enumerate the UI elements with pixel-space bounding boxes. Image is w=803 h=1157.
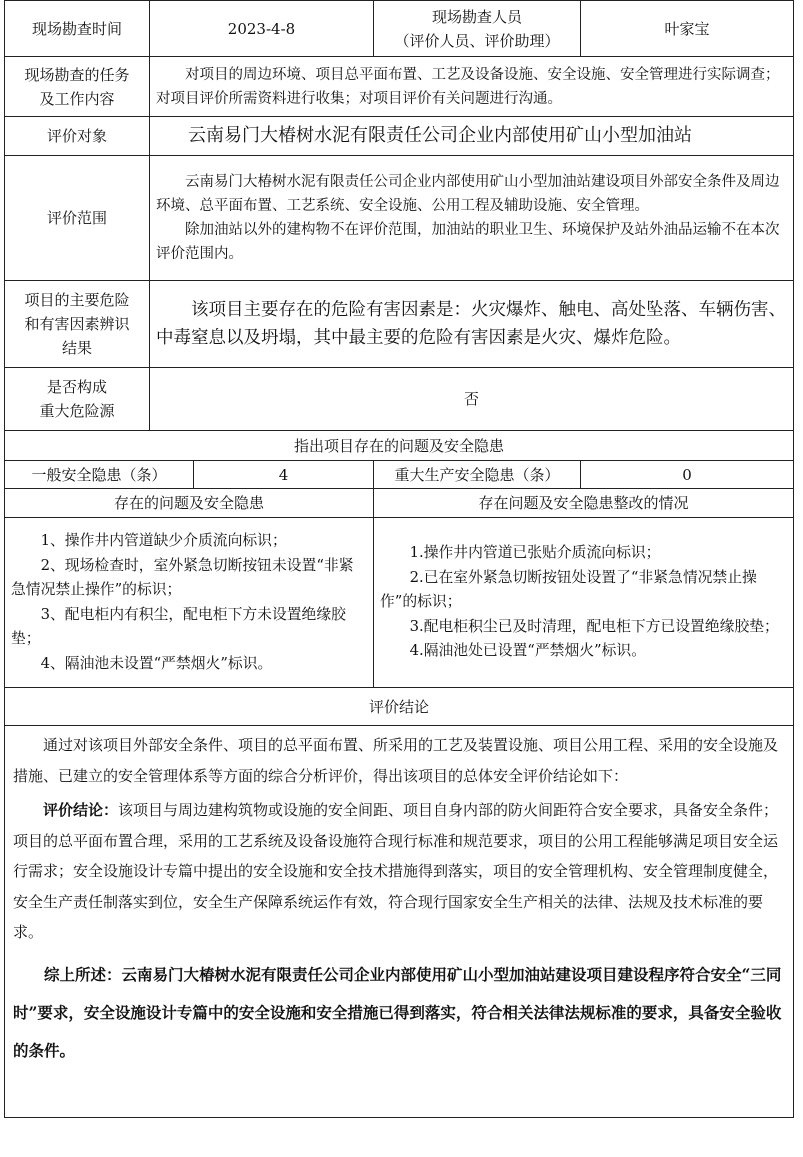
issues-count-row bbox=[5, 461, 794, 489]
rectification-item: 4.隔油池处已设置“严禁烟火”标识。 bbox=[409, 642, 646, 660]
major-hazard-row bbox=[5, 368, 794, 431]
survey-staff-label bbox=[374, 1, 581, 57]
problems-list-body bbox=[11, 529, 367, 676]
scope-paragraph-1: 云南易门大椿树水泥有限责任公司企业内部使用矿山小型加油站建设项目外部安全条件及周边环境、总平面布置、工艺系统、安全设施、公用工程及辅助设施、安全管理。 bbox=[156, 174, 780, 214]
major-hazard-label-line1: 是否构成 bbox=[46, 378, 107, 396]
major-hazard-label-line2: 重大危险源 bbox=[39, 402, 115, 420]
rectification-item: 2.已在室外紧急切断按钮处设置了“非紧急情况禁止操作”的标识； bbox=[380, 568, 757, 611]
conclusion-title-row bbox=[5, 688, 794, 726]
problems-list bbox=[5, 518, 374, 688]
evaluation-form bbox=[4, 0, 793, 1118]
conclusion-content bbox=[5, 726, 794, 1118]
survey-staff-label-line2: （评价人员、评价助理） bbox=[394, 31, 560, 50]
major-hazard-count-label: 重大生产安全隐患（条） bbox=[374, 461, 581, 489]
conclusion-row bbox=[5, 726, 794, 1118]
conclusion-summary: 综上所述：云南易门大椿树水泥有限责任公司企业内部使用矿山小型加油站建设项目建设程序符合安全“三同时”要求，安全设施设计专篇中的安全设施和安全措施已得到落实，符合相关法律法规标准的要求，具备安全验收的条件。 bbox=[13, 964, 782, 1060]
task-label bbox=[5, 57, 150, 117]
major-hazard-value: 否 bbox=[150, 368, 794, 431]
rectification-item: 3.配电柜积尘已及时清理，配电柜下方已设置绝缘胶垫； bbox=[409, 617, 779, 635]
scope-row bbox=[5, 156, 794, 281]
issues-title-row bbox=[5, 431, 794, 461]
problems-column-header: 存在的问题及安全隐患 bbox=[5, 489, 374, 518]
object-label: 评价对象 bbox=[5, 117, 150, 156]
hazards-row bbox=[5, 281, 794, 368]
rectify-column-header: 存在问题及安全隐患整改的情况 bbox=[374, 489, 794, 518]
major-hazard-label bbox=[5, 368, 150, 431]
general-hazard-count: 4 bbox=[194, 461, 374, 489]
problem-item: 4、隔油池未设置“严禁烟火”标识。 bbox=[40, 654, 273, 672]
rectifications-list-body bbox=[380, 541, 787, 664]
problem-item: 1、操作井内管道缺少介质流向标识； bbox=[40, 532, 287, 549]
evaluation-table bbox=[4, 0, 794, 1118]
survey-time-value: 2023-4-8 bbox=[150, 1, 374, 57]
problem-item: 3、配电柜内有积尘，配电柜下方未设置绝缘胶垫； bbox=[11, 605, 346, 647]
scope-label: 评价范围 bbox=[5, 156, 150, 281]
hazards-label-line3: 结果 bbox=[61, 339, 92, 357]
survey-staff-label-line1: 现场勘查人员 bbox=[431, 7, 522, 26]
conclusion-body: 该项目与周边建构筑物或设施的安全间距、项目自身内部的防火间距符合安全要求，具备安全条件；项目的总平面布置合理，采用的工艺系统及设备设施符合现行标准和规范要求，项目的公用工程能够满足项目安全运行需求；安全设施设计专篇中提出的安全设施和安全技术措施得到落实，项目的安全管理机构、安全管理制度健全，安全生产责任制落实到位，安全生产保障系统运作有效，符合现行国家安全生产相关的法律、法规及技术标准的要求。 bbox=[13, 801, 779, 941]
object-row bbox=[5, 117, 794, 156]
scope-paragraph-2: 除加油站以外的建构物不在评价范围，加油站的职业卫生、环境保护及站外油品运输不在本次评价范围内。 bbox=[156, 222, 780, 262]
issues-section-title: 指出项目存在的问题及安全隐患 bbox=[5, 431, 794, 461]
scope-content bbox=[150, 156, 794, 281]
survey-staff-value: 叶家宝 bbox=[581, 1, 794, 57]
hazards-content: 该项目主要存在的危险有害因素是：火灾爆炸、触电、高处坠落、车辆伤害、中毒窒息以及坍塌，其中最主要的危险有害因素是火灾、爆炸危险。 bbox=[150, 281, 794, 368]
problem-item: 2、现场检查时，室外紧急切断按钮未设置“非紧急情况禁止操作”的标识； bbox=[11, 556, 354, 598]
hazards-label bbox=[5, 281, 150, 368]
task-label-line2: 及工作内容 bbox=[39, 89, 115, 108]
hazards-label-line1: 项目的主要危险 bbox=[24, 291, 130, 309]
issues-header-row bbox=[5, 489, 794, 518]
survey-row bbox=[5, 1, 794, 57]
conclusion-lead: 评价结论： bbox=[43, 801, 119, 819]
object-value: 云南易门大椿树水泥有限责任公司企业内部使用矿山小型加油站 bbox=[150, 117, 794, 156]
conclusion-title: 评价结论 bbox=[5, 688, 794, 726]
survey-time-label: 现场勘查时间 bbox=[5, 1, 150, 57]
conclusion-paragraph bbox=[13, 795, 785, 948]
hazards-label-line2: 和有害因素辨识 bbox=[24, 315, 130, 333]
rectifications-list bbox=[374, 518, 794, 688]
task-content: 对项目的周边环境、项目总平面布置、工艺及设备设施、安全设施、安全管理进行实际调查；对项目评价所需资料进行收集；对项目评价有关问题进行沟通。 bbox=[150, 57, 794, 117]
major-hazard-count: 0 bbox=[581, 461, 794, 489]
task-row bbox=[5, 57, 794, 117]
general-hazard-label: 一般安全隐患（条） bbox=[5, 461, 194, 489]
task-label-line1: 现场勘查的任务 bbox=[24, 65, 130, 84]
issues-detail-row bbox=[5, 518, 794, 688]
conclusion-intro: 通过对该项目外部安全条件、项目的总平面布置、所采用的工艺及装置设施、项目公用工程、采用的安全设施及措施、已建立的安全管理体系等方面的综合分析评价，得出该项目的总体安全评价结论如下： bbox=[13, 736, 779, 785]
rectification-item: 1.操作井内管道已张贴介质流向标识； bbox=[409, 544, 661, 562]
